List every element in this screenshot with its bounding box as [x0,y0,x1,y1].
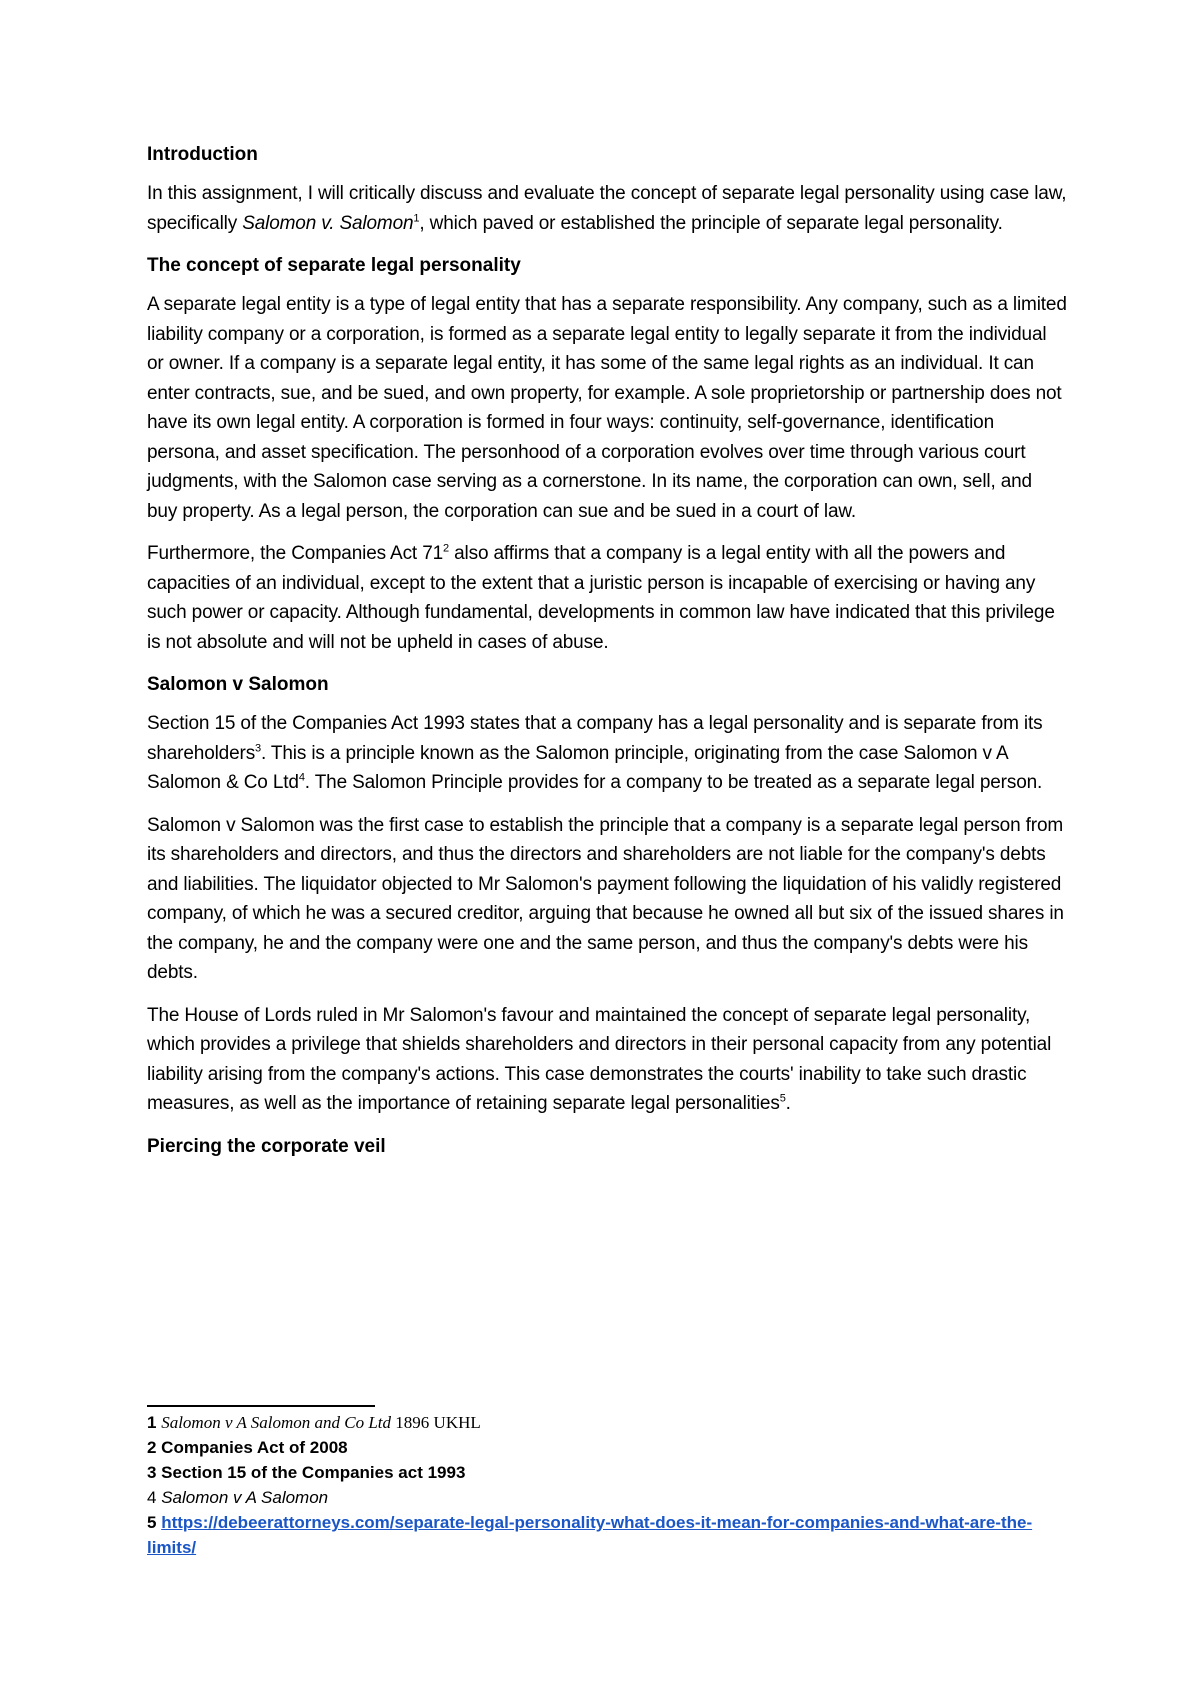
footnote-number: 4 [147,1488,162,1507]
footnote-1 [147,1410,1067,1435]
heading-introduction: Introduction [147,144,258,165]
footnote-number: 1 [147,1413,157,1432]
footnote-3: 3 Section 15 of the Companies act 1993 [147,1463,466,1482]
footnote-text: Salomon v A Salomon [161,1488,329,1507]
text: . [785,1093,791,1114]
heading-salomon: Salomon v Salomon [147,674,329,695]
footnote-link[interactable]: https://debeerattorneys.com/separate-legal-personality-what-does-it-mean-for-companies-and-what-are-the-limits/ [147,1513,1033,1557]
text: , which paved or established the principle of separate legal personality. [419,212,1003,234]
paragraph-concept-1: A separate legal entity is a type of legal entity that has a separate responsibility. Any company, such as a limited liability company or a corporation, is formed as a separate legal entity to legally separate it from the individual or owner. If a company is a separate legal entity, it has some of the same legal rights as an individual. It can enter contracts, sue, and be sued, and own property, for example. A sole proprietorship or partnership does not have its own legal entity. A corporation is formed in four ways: continuity, self-governance, identification persona, and asset specification. The personhood of a corporation evolves over time through various court judgments, with the Salomon case serving as a cornerstone. In its name, the corporation can own, sell, and buy property. As a legal person, the corporation can sue and be sued in a court of law. [147,294,1067,522]
footnote-separator [147,1405,375,1407]
paragraph-concept-2 [147,539,1067,657]
paragraph-introduction [147,179,1067,238]
paragraph-salomon-3 [147,1001,1067,1119]
paragraph-salomon-2: Salomon v Salomon was the first case to establish the principle that a company is a separate legal person from its shareholders and directors, and thus the directors and shareholders are not liable for the company's debts and liabilities. The liquidator objected to Mr Salomon's payment following the liquidation of his validly registered company, of which he was a secured creditor, arguing that because he owned all but six of the issued shares in the company, he and the company were one and the same person, and thus the company's debts were his debts. [147,814,1064,983]
text: . The Salomon Principle provides for a company to be treated as a separate legal person. [304,772,1043,793]
text: Furthermore, the Companies Act 71 [147,543,444,564]
footnote-2: 2 Companies Act of 2008 [147,1438,348,1457]
footnote-4 [147,1485,1067,1510]
case-name: Salomon v. Salomon [242,212,414,234]
footnote-number: 5 [147,1513,162,1532]
footnotes [147,1405,1067,1560]
footnote-ref-4[interactable]: 4 [298,771,305,784]
footnote-5 [147,1510,1067,1560]
text: also affirms that a company is a legal entity with all the powers and capacities of an individual, except to the extent that a juristic person is incapable of exercising or having any such power or capacity. Although fundamental, developments in common law have indicated that this privilege is not absolute and will not be upheld in cases of abuse. [147,543,1055,653]
heading-piercing-veil: Piercing the corporate veil [147,1135,386,1157]
footnote-ref-1[interactable]: 1 [413,212,420,225]
paragraph-salomon-1 [147,709,1067,798]
footnote-ref-3[interactable]: 3 [255,742,262,755]
document-body [147,140,1067,1171]
heading-concept: The concept of separate legal personality [147,255,521,276]
text: . This is a principle known as the Salomon principle, originating from the case Salomon v A Salomon & Co Ltd [147,742,1008,793]
footnote-case: Salomon v A Salomon and Co Ltd [161,1413,392,1432]
footnote-text: 1896 UKHL [391,1413,481,1432]
footnote-ref-5[interactable]: 5 [779,1092,786,1105]
text: Section 15 of the Companies Act 1993 states that a company has a legal personality and is separate from its shareholders [147,713,1043,764]
text: In this assignment, I will critically discuss and evaluate the concept of separate legal personality using case law, specifically [147,183,1067,234]
footnote-ref-2[interactable]: 2 [443,542,449,555]
text: The House of Lords ruled in Mr Salomon's favour and maintained the concept of separate legal personality, which provides a privilege that shields shareholders and directors in their personal capacity from any potential liability arising from the company's actions. This case demonstrates the courts' inability to take such drastic measures, as well as the importance of retaining separate legal personalities [147,1004,1052,1114]
